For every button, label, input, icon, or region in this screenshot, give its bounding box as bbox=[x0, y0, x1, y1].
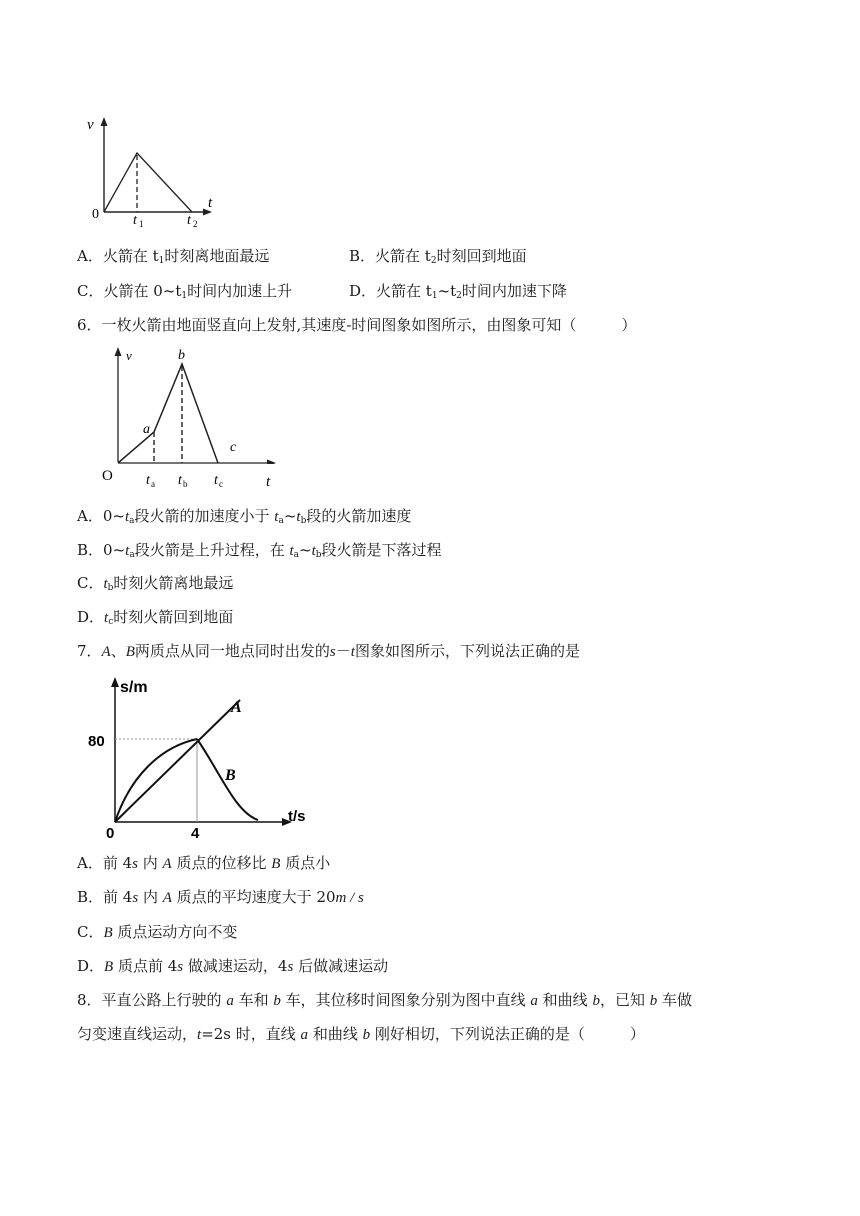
q7-option-d: D．B 质点前 4s 做减速运动，4s 后做减速运动 bbox=[77, 957, 389, 975]
q8-stem-line1: 8．平直公路上行驶的 a 车和 b 车，其位移时间图象分别为图中直线 a 和曲线 b，已知 b 车做 bbox=[77, 991, 693, 1009]
svg-text:b: b bbox=[183, 479, 188, 489]
tb-label: t bbox=[178, 473, 182, 488]
q8-stem-line2: 匀变速直线运动，t=2s 时，直线 a 和曲线 b 刚好相切，下列说法正确的是（ ） bbox=[77, 1025, 645, 1043]
svg-text:2: 2 bbox=[193, 219, 198, 229]
q7-option-b: B．前 4s 内 A 质点的平均速度大于 20m / s bbox=[77, 888, 364, 906]
point-a-label: a bbox=[143, 422, 150, 437]
figure-st-q7 bbox=[80, 672, 320, 842]
v-axis-label: v bbox=[87, 117, 94, 133]
t-axis-label: t/s bbox=[288, 808, 306, 825]
origin-label: O bbox=[102, 468, 113, 484]
figure-vt-q6 bbox=[98, 344, 288, 464]
point-c-label: c bbox=[230, 440, 237, 455]
q5-option-a: A．火箭在 $t_1$时刻离地面最远 bbox=[77, 247, 270, 266]
v-axis-label: v bbox=[126, 348, 132, 363]
x-tick-4: 4 bbox=[191, 825, 200, 842]
point-b-label: b bbox=[178, 348, 185, 363]
figure-vt-q6-xlabels bbox=[98, 464, 288, 492]
figure-vt-q5 bbox=[80, 115, 230, 230]
ta-label: t bbox=[146, 473, 150, 488]
svg-text:1: 1 bbox=[139, 219, 144, 229]
t-axis-label: t bbox=[208, 195, 213, 211]
y-tick-80: 80 bbox=[88, 733, 105, 750]
q6-option-d: D．$t_c$时刻火箭回到地面 bbox=[77, 608, 234, 627]
q7-option-a: A．前 4s 内 A 质点的位移比 B 质点小 bbox=[77, 854, 331, 872]
origin-label: 0 bbox=[92, 207, 99, 222]
curve-b-label: B bbox=[225, 767, 236, 784]
q6-stem: 6．一枚火箭由地面竖直向上发射,其速度-时间图象如图所示，由图象可知（ ） bbox=[77, 316, 637, 334]
s-axis-label: s/m bbox=[120, 679, 148, 696]
q7-option-c: C．B 质点运动方向不变 bbox=[77, 923, 238, 941]
t-axis-label: t bbox=[266, 474, 271, 490]
q5-option-d: D．火箭在 $t_1\sim t_2$时间内加速下降 bbox=[349, 282, 567, 301]
line-a-label: A bbox=[231, 699, 242, 716]
q6-option-b: B．$0\sim t_a$段火箭是上升过程，在 $t_a\sim t_b$段火箭是下落过程 bbox=[77, 541, 442, 560]
q5-option-b: B．火箭在 $t_2$时刻回到地面 bbox=[349, 247, 527, 266]
q6-option-a: A．$0\sim t_a$段火箭的加速度小于 $t_a\sim t_b$段的火箭加速度 bbox=[77, 507, 412, 526]
svg-text:a: a bbox=[151, 479, 155, 489]
q6-option-c: C．$t_b$时刻火箭离地最远 bbox=[77, 574, 234, 593]
t2-label: t bbox=[187, 213, 191, 228]
origin-label: 0 bbox=[106, 825, 115, 842]
t1-label: t bbox=[133, 213, 137, 228]
q5-option-c: C．火箭在 $0\sim t_1$时间内加速上升 bbox=[77, 282, 293, 301]
tc-label: t bbox=[214, 473, 218, 488]
q7-stem: 7．A、B两质点从同一地点同时出发的s－t图象如图所示，下列说法正确的是 bbox=[77, 642, 580, 660]
svg-text:c: c bbox=[219, 479, 223, 489]
